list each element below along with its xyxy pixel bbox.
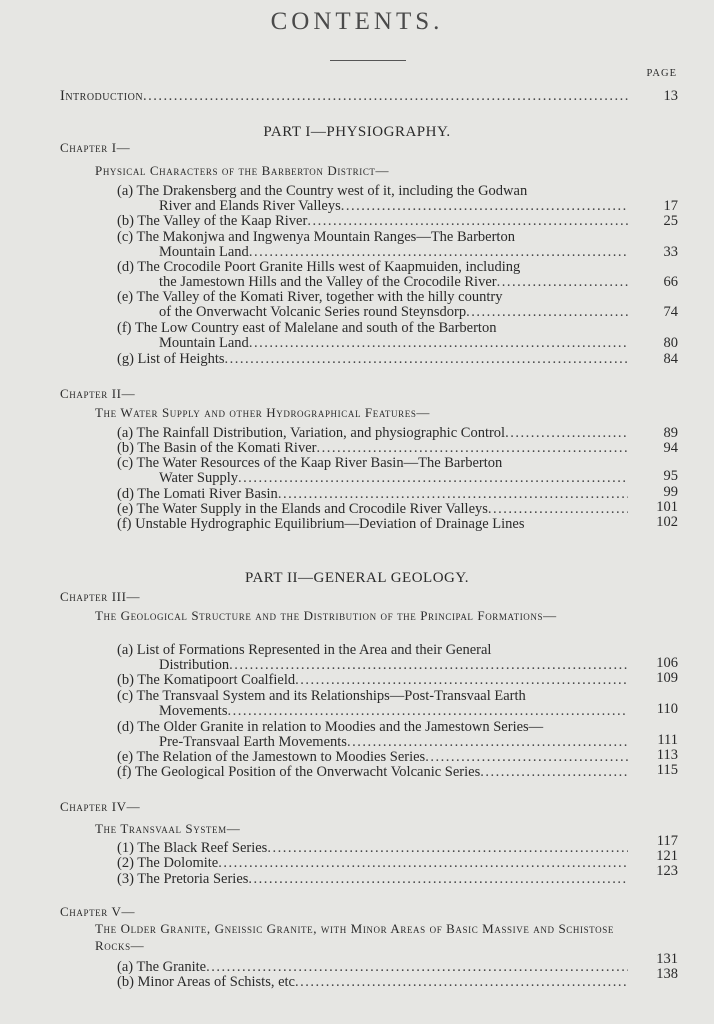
ch2-f-page: 102: [656, 514, 678, 530]
ch1-e-line1: (e) The Valley of the Komati River, together with the hilly country: [117, 289, 503, 305]
ch2-d-entry: [117, 487, 628, 502]
ch2-c-line2: Water Supply: [159, 470, 238, 486]
leader-dots: [229, 658, 628, 673]
ch5-b-page: 138: [656, 966, 678, 982]
chapter-4-heading: The Transvaal System—: [95, 821, 241, 836]
ch3-c-line2: Movements: [159, 703, 228, 719]
leader-dots: [341, 199, 628, 214]
leader-dots: [267, 841, 628, 856]
leader-dots: [466, 305, 628, 320]
ch4-3-entry: [117, 872, 628, 887]
chapter-3-label: Chapter III—: [60, 589, 141, 604]
chapter-2-label: Chapter II—: [60, 386, 136, 401]
leader-dots: [347, 735, 628, 750]
ch3-f-entry: [117, 765, 628, 780]
leader-dots: [307, 214, 628, 229]
ch2-b-page: 94: [663, 440, 678, 456]
ch2-f-text: (f) Unstable Hydrographic Equilibrium—Deviation of Drainage Lines: [117, 516, 525, 532]
leader-dots: [425, 750, 628, 765]
ch1-g-text: (g) List of Heights: [117, 351, 225, 367]
leader-dots: [249, 336, 628, 351]
chapter-1-label: Chapter I—: [60, 140, 131, 155]
ch3-f-page: 115: [656, 762, 678, 778]
ch3-b-page: 109: [656, 670, 678, 686]
leader-dots: [238, 471, 628, 486]
chapter-2-heading: The Water Supply and other Hydrographical Features—: [95, 405, 431, 420]
leader-dots: [480, 765, 628, 780]
ch4-1-entry: [117, 841, 628, 856]
ch3-e-entry: [117, 750, 628, 765]
ch3-a-entry: [159, 658, 628, 673]
ch1-d-entry: [159, 275, 628, 290]
ch4-2-page: 121: [656, 848, 678, 864]
ch1-e-page: 74: [663, 304, 678, 320]
leader-dots: [206, 960, 628, 975]
ch5-a-page: 131: [656, 951, 678, 967]
ch5-b-entry: [117, 975, 628, 990]
ch2-b-text: (b) The Basin of the Komati River: [117, 440, 317, 456]
chapter-5-label: Chapter V—: [60, 904, 136, 919]
ch1-f-page: 80: [663, 335, 678, 351]
ch4-2-entry: [117, 856, 628, 871]
ch1-d-line1: (d) The Crocodile Poort Granite Hills west of Kaapmuiden, including: [117, 259, 521, 275]
ch3-c-entry: [159, 704, 628, 719]
chapter-5-heading: The Older Granite, Gneissic Granite, with Minor Areas of Basic Massive and Schistose Rocks—: [95, 921, 614, 953]
ch1-a-page: 17: [663, 198, 678, 214]
ch2-e-entry: [117, 502, 628, 517]
ch1-c-line1: (c) The Makonjwa and Ingwenya Mountain Ranges—The Barberton: [117, 229, 515, 245]
ch5-b-text: (b) Minor Areas of Schists, etc: [117, 974, 295, 990]
leader-dots: [225, 352, 628, 367]
page-column-label: PAGE: [646, 68, 677, 79]
ch2-a-entry: [117, 426, 628, 441]
ch3-e-page: 113: [656, 747, 678, 763]
ch2-a-page: 89: [663, 425, 678, 441]
ch3-d-line2: Pre-Transvaal Earth Movements: [159, 734, 347, 750]
ch1-f-entry: [159, 336, 628, 351]
ch2-e-page: 101: [656, 499, 678, 515]
ch3-a-line1: (a) List of Formations Represented in the Area and their General: [117, 642, 492, 658]
leader-dots: [218, 856, 628, 871]
ch3-f-text: (f) The Geological Position of the Onverwacht Volcanic Series: [117, 764, 481, 780]
ch1-b-page: 25: [663, 213, 678, 229]
ch1-b-entry: [117, 214, 628, 229]
ch1-a-line2: River and Elands River Valleys: [159, 198, 341, 214]
ch2-e-text: (e) The Water Supply in the Elands and Crocodile River Valleys: [117, 501, 488, 517]
ch1-g-page: 84: [663, 351, 678, 367]
ch1-b-text: (b) The Valley of the Kaap River: [117, 213, 308, 229]
leader-dots: [316, 441, 628, 456]
leader-dots: [488, 502, 628, 517]
ch2-d-text: (d) The Lomati River Basin: [117, 486, 278, 502]
introduction-page: 13: [663, 88, 678, 104]
part-1-heading: PART I—PHYSIOGRAPHY.: [263, 124, 451, 140]
ch3-d-page: 111: [657, 732, 678, 748]
ch1-c-line2: Mountain Land: [159, 244, 249, 260]
ch2-b-entry: [117, 441, 628, 456]
ch3-c-page: 110: [656, 701, 678, 717]
ch3-d-entry: [159, 735, 628, 750]
ch3-b-entry: [117, 673, 628, 688]
ch1-g-entry: [117, 352, 628, 367]
ch1-c-page: 33: [663, 244, 678, 260]
ch1-c-entry: [159, 245, 628, 260]
ch1-a-line1: (a) The Drakensberg and the Country west of it, including the Godwan: [117, 183, 528, 199]
leader-dots: [143, 89, 628, 104]
ch2-a-text: (a) The Rainfall Distribution, Variation, and physiographic Control: [117, 425, 506, 441]
ch3-e-text: (e) The Relation of the Jamestown to Moodies Series: [117, 749, 426, 765]
part-2-heading: PART II—GENERAL GEOLOGY.: [244, 570, 470, 586]
page-title: CONTENTS.: [270, 8, 444, 35]
ch3-c-line1: (c) The Transvaal System and its Relationships—Post-Transvaal Earth: [117, 688, 526, 704]
ch4-3-text: (3) The Pretoria Series: [117, 871, 249, 887]
introduction-text: Introduction: [60, 88, 144, 104]
leader-dots: [278, 487, 628, 502]
ch4-2-text: (2) The Dolomite: [117, 855, 219, 871]
ch1-d-line2: the Jamestown Hills and the Valley of the Crocodile River: [159, 274, 497, 290]
ch5-a-entry: [117, 960, 628, 975]
ch2-c-line1: (c) The Water Resources of the Kaap River Basin—The Barberton: [117, 455, 503, 471]
leader-dots: [295, 975, 628, 990]
ch1-a-entry: [159, 199, 628, 214]
ch4-1-text: (1) The Black Reef Series: [117, 840, 268, 856]
ch1-e-line2: of the Onverwacht Volcanic Series round Steynsdorp: [159, 304, 467, 320]
introduction-entry: [60, 89, 628, 104]
leader-dots: [505, 426, 628, 441]
ch3-a-page: 106: [656, 655, 678, 671]
leader-dots: [497, 275, 628, 290]
chapter-1-heading: Physical Characters of the Barberton District—: [95, 163, 390, 178]
ch3-a-line2: Distribution: [159, 657, 230, 673]
leader-dots: [249, 245, 628, 260]
ch1-f-line1: (f) The Low Country east of Malelane and south of the Barberton: [117, 320, 497, 336]
ch2-d-page: 99: [663, 484, 678, 500]
ch3-b-text: (b) The Komatipoort Coalfield: [117, 672, 296, 688]
chapter-3-heading: The Geological Structure and the Distribution of the Principal Formations—: [95, 608, 557, 623]
ch3-d-line1: (d) The Older Granite in relation to Moodies and the Jamestown Series—: [117, 719, 544, 735]
ch2-c-page: 95: [663, 468, 678, 484]
ch4-3-page: 123: [656, 863, 678, 879]
leader-dots: [248, 872, 628, 887]
ch5-a-text: (a) The Granite: [117, 959, 207, 975]
ch1-d-page: 66: [663, 274, 678, 290]
chapter-4-label: Chapter IV—: [60, 799, 141, 814]
leader-dots: [227, 704, 628, 719]
ch1-f-line2: Mountain Land: [159, 335, 249, 351]
ch4-1-page: 117: [656, 833, 678, 849]
title-rule: [330, 60, 406, 61]
ch2-c-entry: [159, 471, 628, 486]
ch1-e-entry: [159, 305, 628, 320]
leader-dots: [295, 673, 628, 688]
